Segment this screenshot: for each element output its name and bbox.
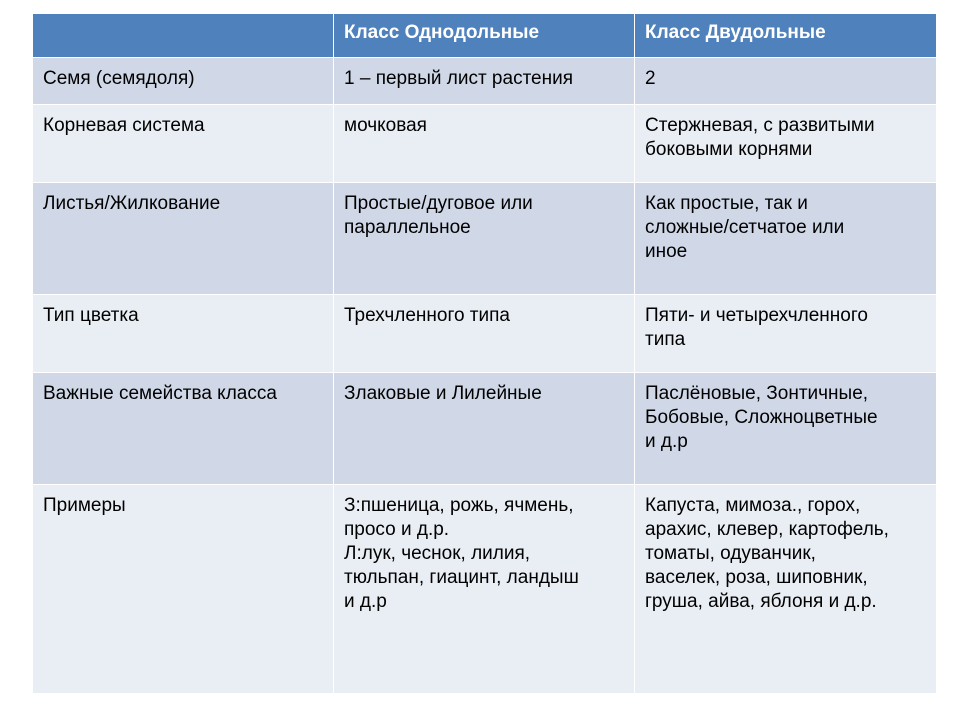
row-label: Важные семейства класса xyxy=(33,373,334,485)
table-row-root-system xyxy=(33,105,937,183)
table-row-seed xyxy=(33,58,937,105)
dicot-cell: Как простые, так и сложные/сетчатое или иное xyxy=(635,183,937,295)
table-row-leaves xyxy=(33,183,937,295)
monocot-cell: Трехчленного типа xyxy=(334,295,635,373)
dicot-cell: Паслёновые, Зонтичные, Бобовые, Сложноцветные и д.р xyxy=(635,373,937,485)
header-cell-empty xyxy=(33,14,334,58)
header-row xyxy=(33,14,937,58)
row-label: Корневая система xyxy=(33,105,334,183)
monocot-cell: мочковая xyxy=(334,105,635,183)
dicot-cell: Пяти- и четырехчленного типа xyxy=(635,295,937,373)
row-label: Листья/Жилкование xyxy=(33,183,334,295)
table-row-families xyxy=(33,373,937,485)
row-label: Примеры xyxy=(33,485,334,694)
header-cell-dicots: Класс Двудольные xyxy=(635,14,937,58)
table-row-examples xyxy=(33,485,937,694)
monocot-cell: Злаковые и Лилейные xyxy=(334,373,635,485)
dicot-cell: Стержневая, с развитыми боковыми корнями xyxy=(635,105,937,183)
table-row-flower-type xyxy=(33,295,937,373)
comparison-table xyxy=(32,13,937,694)
table-body xyxy=(33,58,937,694)
table-header xyxy=(33,14,937,58)
monocot-cell: Простые/дуговое или параллельное xyxy=(334,183,635,295)
dicot-cell: 2 xyxy=(635,58,937,105)
dicot-cell: Капуста, мимоза., горох, арахис, клевер, картофель, томаты, одуванчик, васелек, роза, шиповник, груша, айва, яблоня и д.р. xyxy=(635,485,937,694)
row-label: Семя (семядоля) xyxy=(33,58,334,105)
row-label: Тип цветка xyxy=(33,295,334,373)
monocot-cell: 1 – первый лист растения xyxy=(334,58,635,105)
header-cell-monocots: Класс Однодольные xyxy=(334,14,635,58)
monocot-cell: З:пшеница, рожь, ячмень, просо и д.р. Л:лук, чеснок, лилия, тюльпан, гиацинт, ландыш и д.р xyxy=(334,485,635,694)
